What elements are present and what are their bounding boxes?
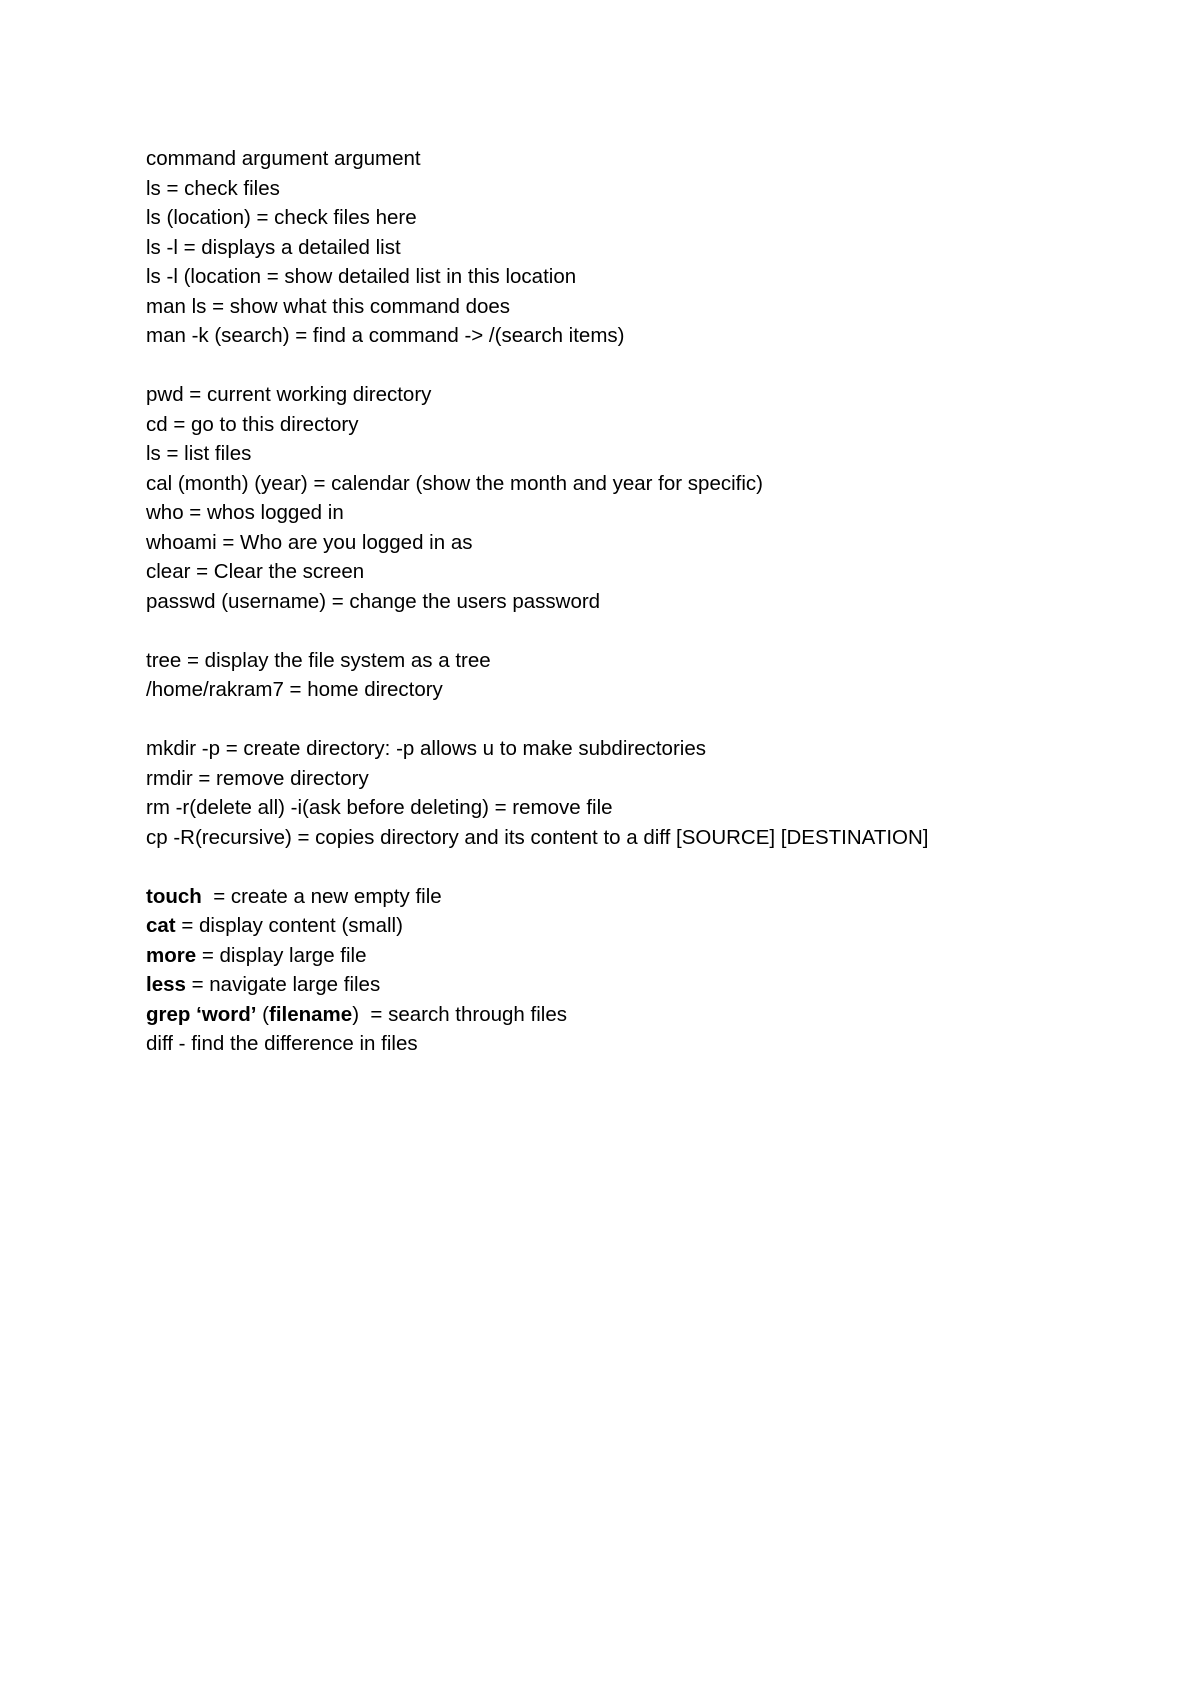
text-line: ls (location) = check files here: [146, 206, 417, 229]
text-line: cp -R(recursive) = copies directory and its content to a diff [SOURCE] [DESTINATION]: [146, 825, 929, 849]
command-description: ) = search through files: [352, 1002, 567, 1026]
command-line-grep: [146, 1000, 1146, 1030]
blank-line: [146, 705, 1146, 735]
command-name: cat: [146, 914, 176, 937]
command-description: = display large file: [196, 943, 367, 967]
command-name: grep ‘word’: [146, 1002, 257, 1026]
text-line: clear = Clear the screen: [146, 560, 365, 583]
text-line: cd = go to this directory: [146, 412, 359, 436]
command-name: more: [146, 943, 197, 967]
command-name: less: [146, 973, 186, 996]
text-line: diff - find the difference in files: [146, 1032, 418, 1055]
command-description: = create a new empty file: [201, 884, 442, 908]
text-line: ls -l = displays a detailed list: [146, 235, 401, 259]
text-line: command argument argument: [146, 147, 421, 170]
text-line: rmdir = remove directory: [146, 766, 369, 790]
command-description: = display content (small): [175, 914, 403, 937]
text-line: ls = check files: [146, 176, 280, 200]
text-line: ls -l (location = show detailed list in this location: [146, 265, 577, 288]
text-line: passwd (username) = change the users password: [146, 589, 601, 613]
command-line-cat: [146, 911, 1146, 941]
blank-line: [146, 852, 1146, 882]
text-line: ls = list files: [146, 442, 252, 465]
command-description: = navigate large files: [185, 973, 381, 996]
text-line: rm -r(delete all) -i(ask before deleting) = remove file: [146, 796, 613, 819]
command-name: touch: [146, 884, 202, 908]
text-line: mkdir -p = create directory: -p allows u to make subdirectories: [146, 737, 706, 760]
text-line: pwd = current working directory: [146, 383, 432, 406]
text-line: tree = display the file system as a tree: [146, 648, 491, 672]
text-line: /home/rakram7 = home directory: [146, 678, 443, 701]
text-line: man ls = show what this command does: [146, 294, 511, 318]
text-line: whoami = Who are you logged in as: [146, 530, 473, 554]
document-page: [146, 144, 1146, 1059]
command-line-more: [146, 941, 1146, 971]
command-line-touch: [146, 882, 1146, 912]
blank-line: [146, 351, 1146, 381]
command-line-less: [146, 970, 1146, 1000]
paren-open: (: [256, 1002, 270, 1026]
text-line: who = whos logged in: [146, 501, 344, 524]
text-line: cal (month) (year) = calendar (show the month and year for specific): [146, 471, 763, 495]
blank-line: [146, 616, 1146, 646]
text-line: man -k (search) = find a command -> /(search items): [146, 324, 625, 347]
command-argument: filename: [269, 1002, 353, 1026]
